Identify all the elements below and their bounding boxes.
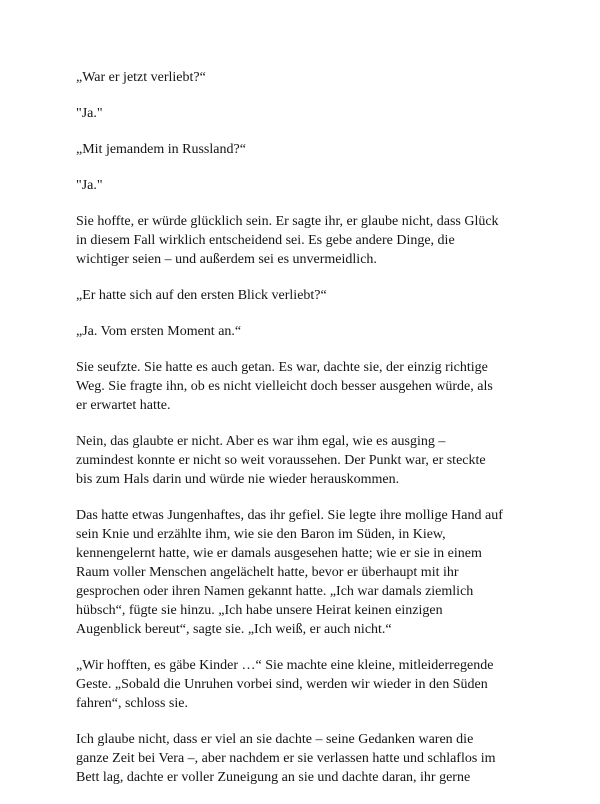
- text-line: „Er hatte sich auf den ersten Blick verliebt?“: [76, 288, 327, 303]
- text-line: Bett lag, dachte er voller Zuneigung an sie und dachte daran, ihr gerne: [76, 770, 471, 785]
- text-line: Ich glaube nicht, dass er viel an sie dachte – seine Gedanken waren die: [76, 732, 474, 747]
- text-line: "Ja.": [76, 178, 103, 193]
- text-line: zumindest konnte er nicht so weit voraussehen. Der Punkt war, er steckte: [76, 453, 486, 468]
- text-line: Weg. Sie fragte ihn, ob es nicht vielleicht doch besser ausgehen würde, als: [76, 379, 493, 394]
- text-line: „Wir hofften, es gäbe Kinder …“ Sie machte eine kleine, mitleiderregende: [76, 658, 494, 673]
- paragraph: [76, 432, 536, 489]
- paragraph: [76, 212, 536, 269]
- text-line: Sie hoffte, er würde glücklich sein. Er sagte ihr, er glaube nicht, dass Glück: [76, 214, 499, 229]
- paragraph: [76, 286, 536, 305]
- text-line: Raum voller Menschen angelächelt hatte, bevor er überhaupt mit ihr: [76, 565, 459, 580]
- paragraph: [76, 322, 536, 341]
- paragraph: [76, 358, 536, 415]
- paragraph: [76, 140, 536, 159]
- text-line: er erwartet hatte.: [76, 398, 171, 413]
- text-line: Augenblick bereut“, sagte sie. „Ich weiß, er auch nicht.“: [76, 622, 392, 637]
- text-line: Nein, das glaubte er nicht. Aber es war ihm egal, wie es ausging –: [76, 434, 446, 449]
- text-line: "Ja.": [76, 106, 103, 121]
- paragraph: [76, 176, 536, 195]
- text-line: Das hatte etwas Jungenhaftes, das ihr gefiel. Sie legte ihre mollige Hand auf: [76, 508, 503, 523]
- text-line: kennengelernt hatte, wie er damals ausgesehen hatte; wie er sie in einem: [76, 546, 482, 561]
- text-line: „Ja. Vom ersten Moment an.“: [76, 324, 242, 339]
- text-line: sein Knie und erzählte ihm, wie sie den Baron im Süden, in Kiew,: [76, 527, 446, 542]
- text-line: Sie seufzte. Sie hatte es auch getan. Es war, dachte sie, der einzig richtige: [76, 360, 488, 375]
- paragraph: [76, 656, 536, 713]
- text-line: wichtiger seien – und außerdem sei es unvermeidlich.: [76, 252, 377, 267]
- paragraph: [76, 506, 536, 639]
- paragraph: [76, 730, 536, 787]
- text-line: bis zum Hals darin und würde nie wieder herauskommen.: [76, 472, 400, 487]
- paragraph: [76, 68, 536, 87]
- text-line: ganze Zeit bei Vera –, aber nachdem er sie verlassen hatte und schlaflos im: [76, 751, 496, 766]
- text-line: „War er jetzt verliebt?“: [76, 70, 206, 85]
- document-body: [76, 68, 536, 804]
- text-line: hübsch“, fügte sie hinzu. „Ich habe unsere Heirat keinen einzigen: [76, 603, 443, 618]
- text-line: fahren“, schloss sie.: [76, 696, 188, 711]
- text-line: gesprochen oder ihren Namen gekannt hatte. „Ich war damals ziemlich: [76, 584, 474, 599]
- text-line: in diesem Fall wirklich entscheidend sei. Es gebe andere Dinge, die: [76, 233, 455, 248]
- text-line: Geste. „Sobald die Unruhen vorbei sind, werden wir wieder in den Süden: [76, 677, 488, 692]
- text-line: „Mit jemandem in Russland?“: [76, 142, 246, 157]
- paragraph: [76, 104, 536, 123]
